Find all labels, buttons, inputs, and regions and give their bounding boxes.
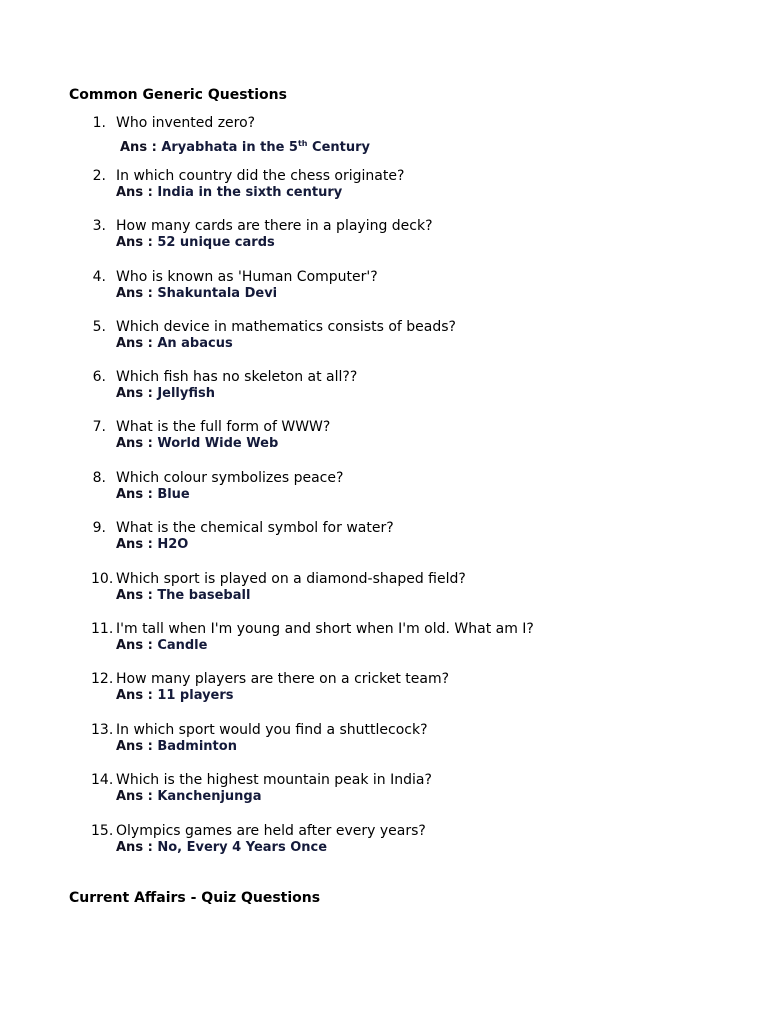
answer-text: India in the sixth century (157, 185, 343, 200)
question-text: I'm tall when I'm young and short when I'm old. What am I? (116, 621, 534, 637)
question-number: 5. (92, 319, 106, 335)
question-text: Who is known as 'Human Computer'? (116, 269, 378, 285)
question-number: 6. (92, 369, 106, 385)
question-text: In which sport would you find a shuttlecock? (116, 722, 428, 738)
answer-prefix: Ans : (116, 436, 158, 451)
answer-line (116, 286, 277, 302)
answer-prefix: Ans : (116, 789, 158, 804)
question-number: 14. (91, 772, 114, 788)
answer-prefix: Ans : (116, 840, 158, 855)
answer-text: Shakuntala Devi (157, 286, 278, 301)
answer-prefix: Ans : (116, 336, 158, 351)
question-number: 1. (92, 115, 106, 131)
question-text: Which fish has no skeleton at all?? (116, 369, 358, 385)
answer-prefix: Ans : (120, 140, 162, 155)
answer-line (116, 185, 342, 201)
answer-text: H2O (157, 537, 189, 552)
question-text: Which is the highest mountain peak in India? (116, 772, 432, 788)
answer-line (116, 789, 262, 805)
answer-line (116, 386, 215, 402)
answer-text: World Wide Web (157, 436, 279, 451)
answer-prefix: Ans : (116, 487, 158, 502)
question-number: 12. (91, 671, 114, 687)
question-number: 13. (91, 722, 114, 738)
question-text: Who invented zero? (116, 115, 256, 131)
question-number: 15. (91, 823, 114, 839)
answer-text: Jellyfish (157, 386, 215, 401)
answer-line (116, 487, 190, 503)
answer-text (161, 140, 370, 155)
answer-text-part: Century (307, 140, 371, 155)
section-heading-current-affairs: Current Affairs - Quiz Questions (69, 890, 321, 906)
ordinal-superscript: th (297, 139, 308, 148)
answer-line (116, 688, 234, 704)
answer-line (120, 140, 370, 156)
answer-prefix: Ans : (116, 386, 158, 401)
answer-text: Candle (157, 638, 208, 653)
answer-prefix: Ans : (116, 235, 158, 250)
question-text: How many players are there on a cricket team? (116, 671, 450, 687)
question-text: Which sport is played on a diamond-shaped field? (116, 571, 466, 587)
answer-line (116, 537, 188, 553)
question-text: Which colour symbolizes peace? (116, 470, 344, 486)
answer-line (116, 336, 233, 352)
answer-line (116, 235, 275, 251)
answer-text: Badminton (157, 739, 237, 754)
answer-text: Kanchenjunga (157, 789, 262, 804)
question-text: How many cards are there in a playing deck? (116, 218, 433, 234)
answer-line (116, 588, 250, 604)
answer-prefix: Ans : (116, 638, 158, 653)
answer-prefix: Ans : (116, 286, 158, 301)
answer-line (116, 436, 278, 452)
question-number: 2. (92, 168, 106, 184)
answer-text: 11 players (157, 688, 234, 703)
question-number: 4. (92, 269, 106, 285)
answer-line (116, 739, 237, 755)
answer-text: No, Every 4 Years Once (157, 840, 328, 855)
question-text: Which device in mathematics consists of beads? (116, 319, 456, 335)
answer-text: An abacus (157, 336, 233, 351)
section-heading-common-generic: Common Generic Questions (69, 87, 287, 103)
question-number: 11. (91, 621, 114, 637)
question-number: 10. (91, 571, 114, 587)
answer-prefix: Ans : (116, 588, 158, 603)
answer-text-part: Aryabhata in the 5 (161, 140, 298, 155)
answer-line (116, 840, 327, 856)
answer-prefix: Ans : (116, 537, 158, 552)
answer-text: Blue (157, 487, 190, 502)
answer-line (116, 638, 207, 654)
question-text: In which country did the chess originate? (116, 168, 405, 184)
question-number: 9. (92, 520, 106, 536)
question-number: 7. (92, 419, 106, 435)
question-number: 8. (92, 470, 106, 486)
question-text: Olympics games are held after every years? (116, 823, 426, 839)
answer-text: 52 unique cards (157, 235, 275, 250)
answer-prefix: Ans : (116, 688, 158, 703)
answer-prefix: Ans : (116, 739, 158, 754)
answer-text: The baseball (157, 588, 251, 603)
answer-prefix: Ans : (116, 185, 158, 200)
question-text: What is the chemical symbol for water? (116, 520, 394, 536)
question-number: 3. (92, 218, 106, 234)
question-text: What is the full form of WWW? (116, 419, 331, 435)
